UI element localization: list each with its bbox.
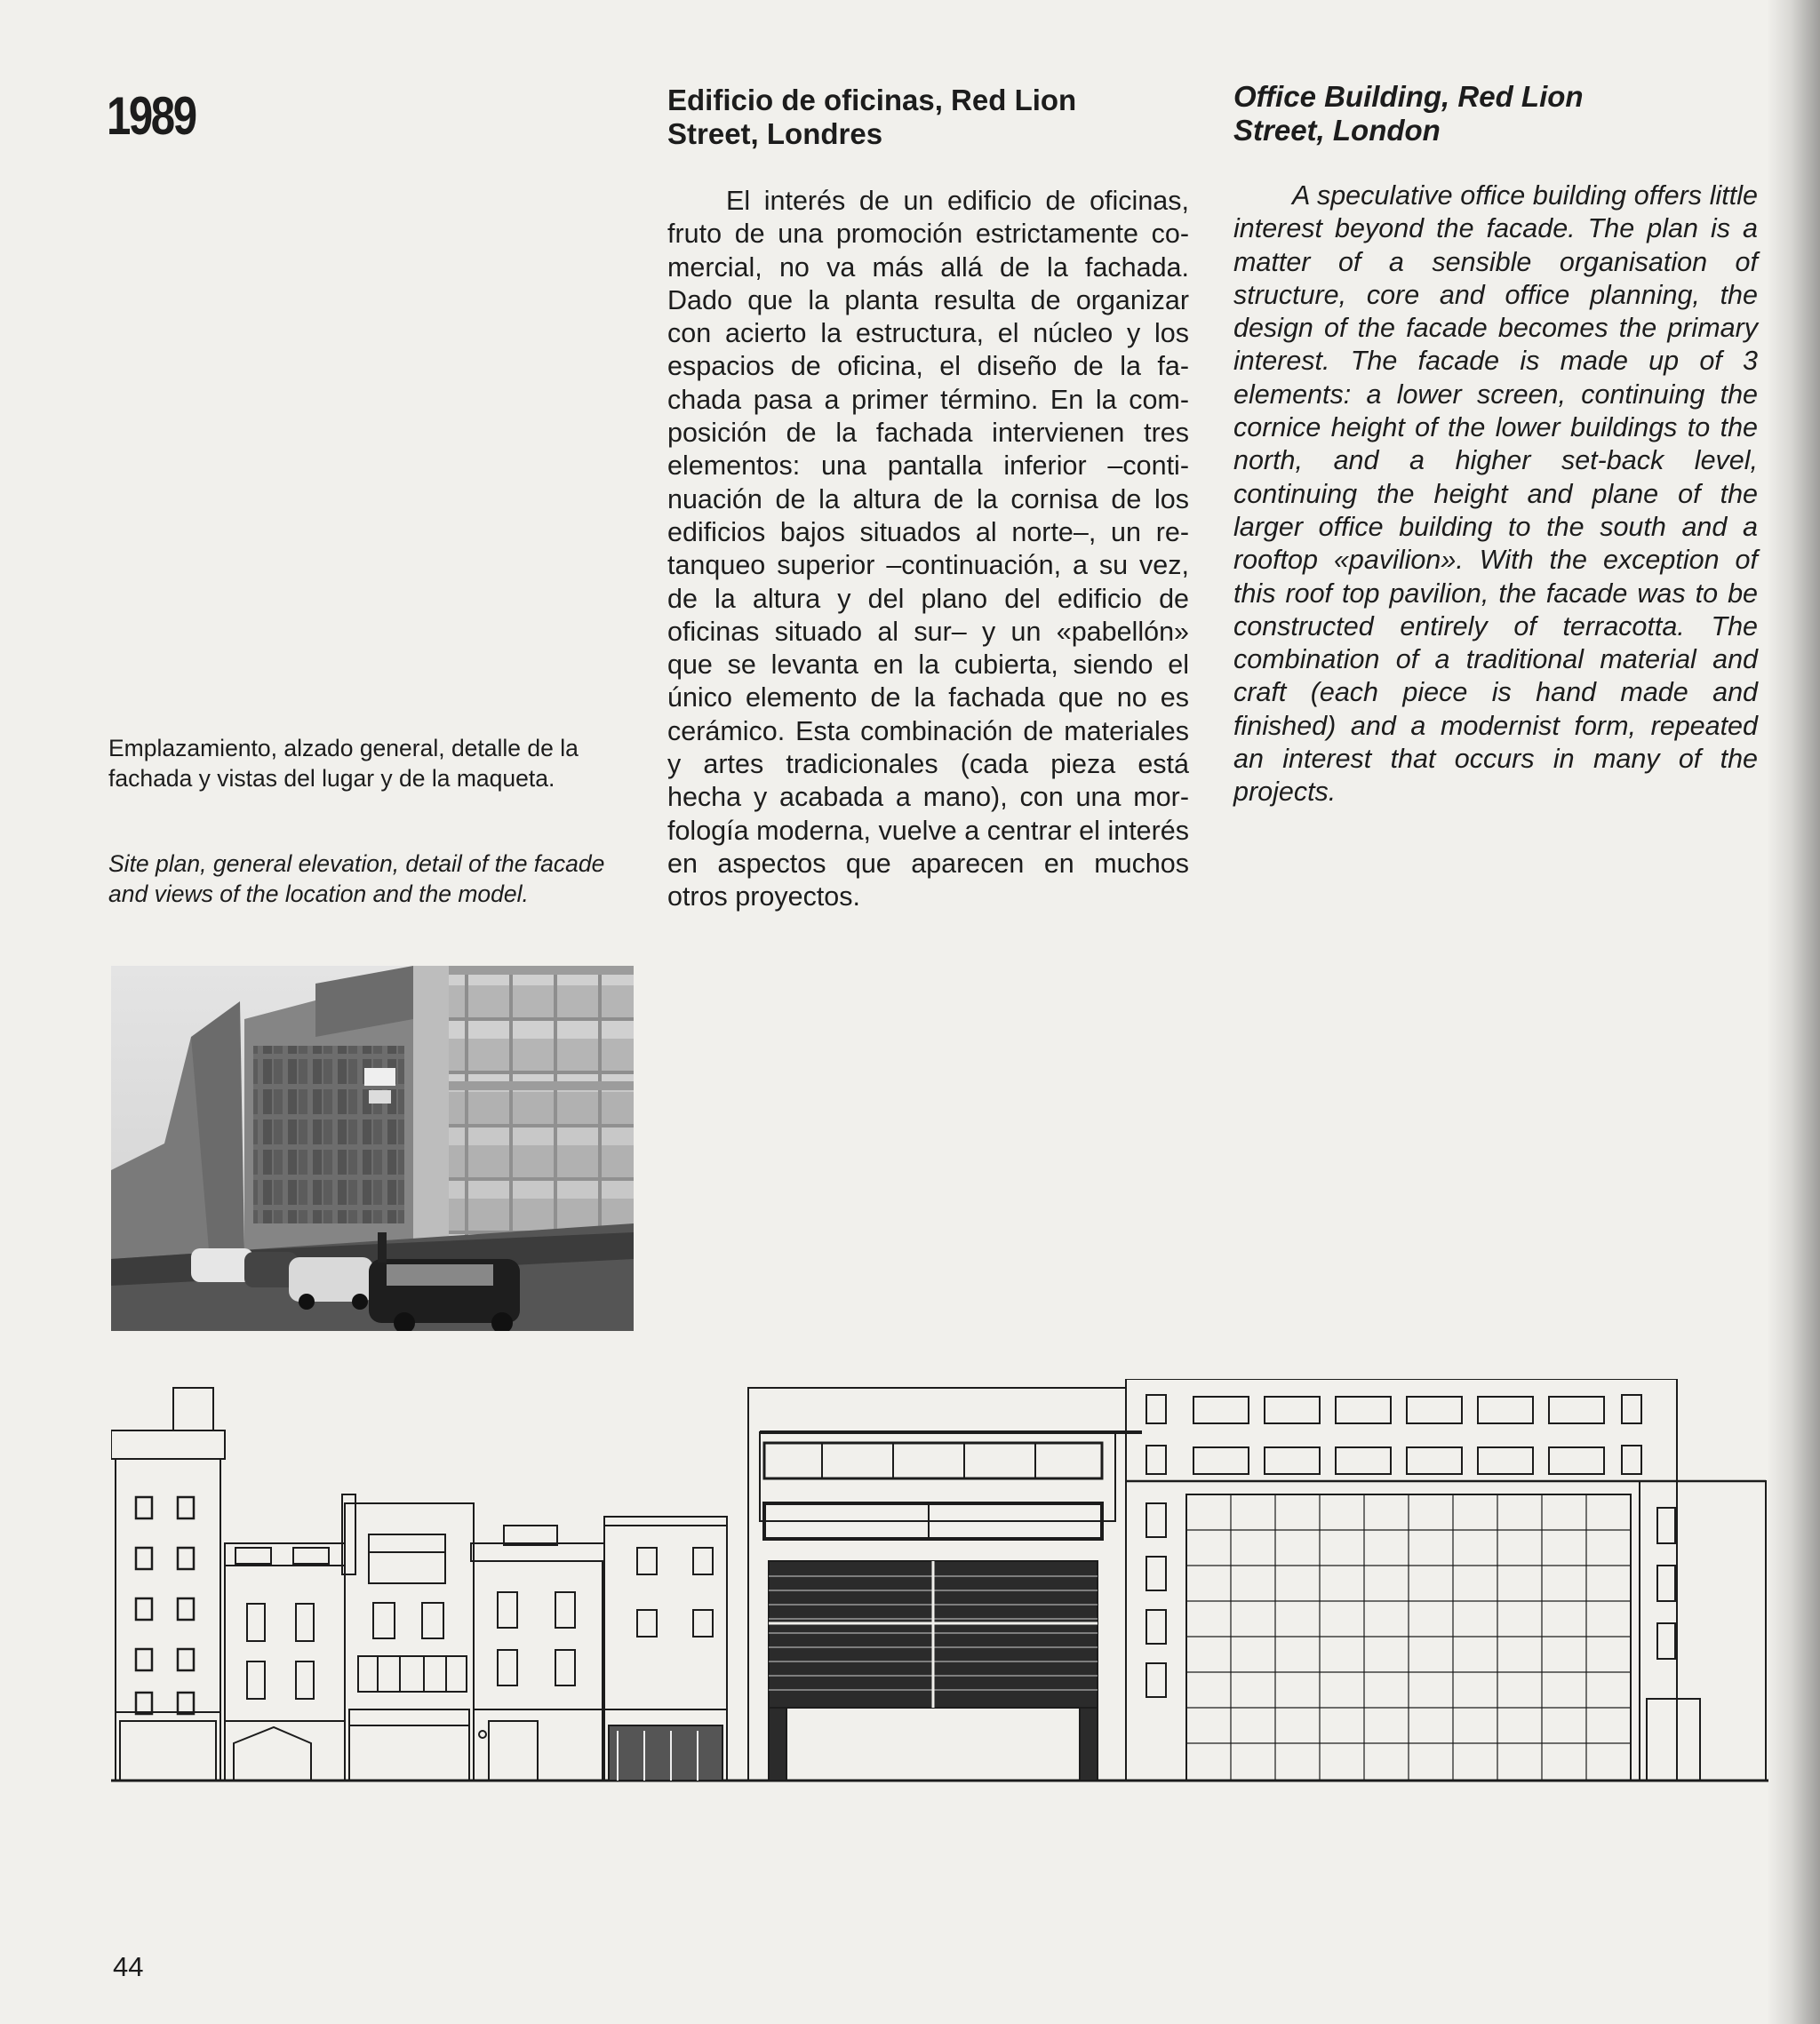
elevation-building-5	[604, 1517, 727, 1781]
general-elevation-drawing	[111, 1379, 1768, 1785]
project-year: 1989	[107, 86, 196, 146]
title-english	[1233, 80, 1767, 147]
elevation-large-office	[1126, 1379, 1766, 1781]
page-number: 44	[113, 1951, 144, 1982]
page-gutter-shadow	[1767, 0, 1820, 2024]
elevation-building-3	[342, 1494, 474, 1781]
elevation-building-1	[111, 1388, 225, 1781]
title-english-line1: Office Building, Red Lion	[1233, 80, 1584, 113]
elevation-red-lion-office	[748, 1388, 1142, 1781]
street-view-photo	[111, 966, 634, 1331]
street-view-illustration	[111, 966, 634, 1331]
body-spanish: El interés de un edificio de oficinas, fruto de una promoción estrictamente comercial, no va más allá de la fachada. Dado que la planta resulta de organizar con acierto la estructura, el núcleo y los espacios de oficina, el diseño de la fachada pasa a primer término. En la composición de la fachada intervienen tres elementos: una pantalla inferior –continuación de la altura de la cornisa de los edificios bajos situados al norte–, un retanqueo superior –continuación, a su vez, de la altura y del plano del edificio de oficinas situado al sur– y un «pabellón» que se levanta en la cubierta, siendo el único elemento de la fachada que no es cerámico. Esta combinación de materiales y artes tradicionales (cada pieza está hecha y acabada a mano), con una morfología moderna, vuelve a centrar el interés en aspectos que aparecen en muchos otros proyectos.	[667, 186, 1189, 912]
title-spanish-line1: Edificio de oficinas, Red Lion	[667, 84, 1077, 116]
elevation-building-4	[471, 1526, 604, 1781]
title-spanish-line2: Street, Londres	[667, 117, 883, 150]
body-english: A speculative office building offers little interest beyond the facade. The plan is a matter of a sensible organisation of structure, core and office planning, the design of the facade becomes the primary interest. The facade is made up of 3 elements: a lower screen, continuing the cornice height of the lower buildings to the north, and a higher set-back level, continuing the height and plane of the larger office building to the south and a rooftop «pavilion». With the exception of this roof top pavilion, the facade was to be constructed entirely of terracotta. The combination of a traditional material and craft (each piece is hand made and finished) and a modernist form, repeated an interest that occurs in many of the projects.	[1233, 180, 1758, 808]
caption-spanish: Emplazamiento, alzado general, detalle de la fachada y vistas del lugar y de la maqueta.	[108, 735, 579, 792]
elevation-building-2	[225, 1543, 345, 1781]
title-english-line2: Street, London	[1233, 114, 1441, 147]
caption-english: Site plan, general elevation, detail of the facade and views of the location and the model.	[108, 850, 605, 907]
street-elevation-linework	[111, 1379, 1768, 1785]
title-spanish	[667, 84, 1165, 151]
